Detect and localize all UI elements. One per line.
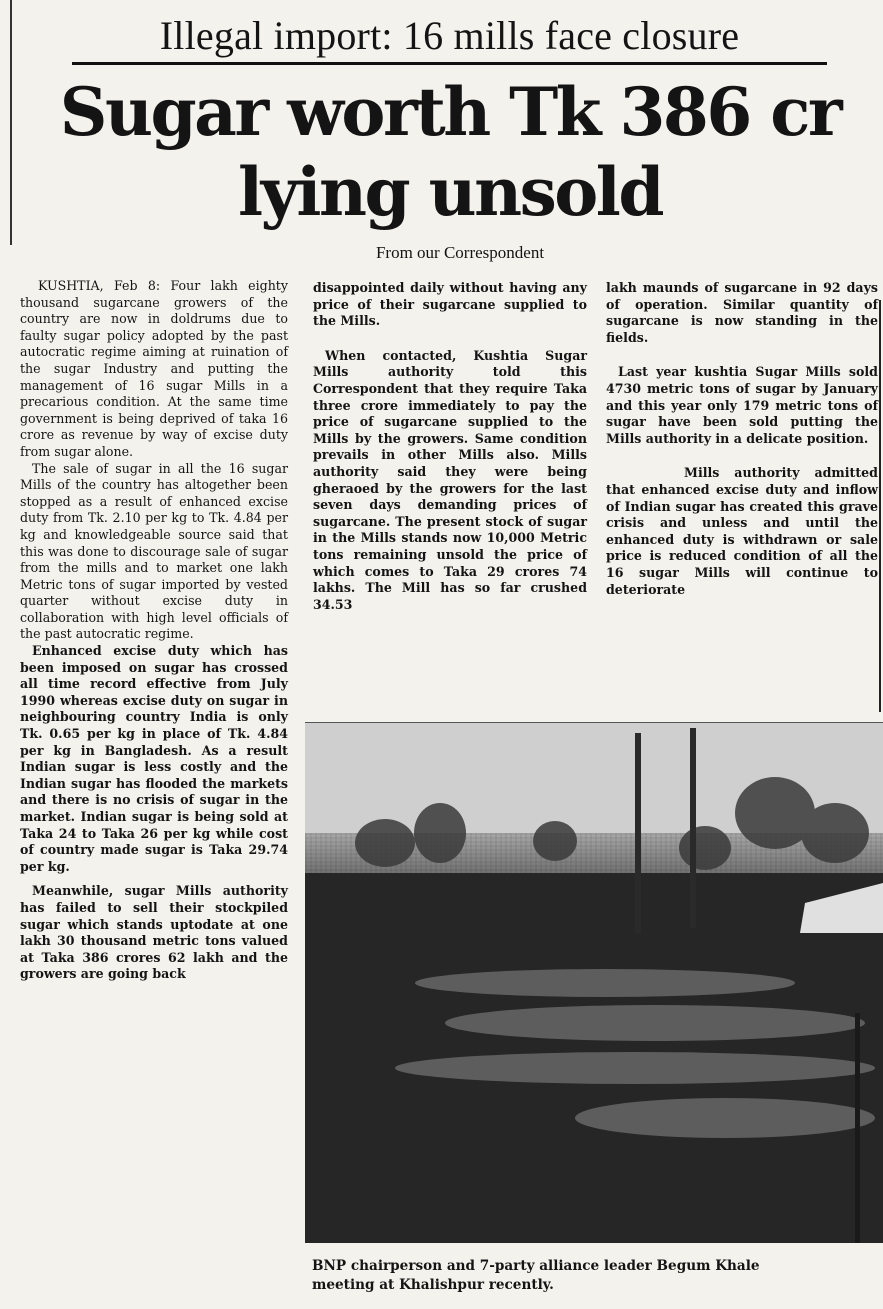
- article-paragraph: lakh maunds of sugarcane in 92 days of operation. Similar quantity of sugarcane is now standing in the fields.: [606, 280, 878, 345]
- caption-line-2: meeting at Khalishpur recently.: [312, 1277, 554, 1293]
- kicker-headline: Illegal import: 16 mills face closure: [159, 13, 740, 58]
- article-column-1: [20, 278, 288, 983]
- caption-line-1: BNP chairperson and 7-party alliance leader Begum Khale: [312, 1258, 760, 1274]
- crowd-photo-illustration: [305, 723, 883, 1243]
- article-column-3: [606, 280, 878, 598]
- main-headline: [20, 72, 880, 232]
- byline: From our Correspondent: [375, 243, 545, 262]
- article-paragraph: Last year kushtia Sugar Mills sold 4730 metric tons of sugar by January and this year only 179 metric tons of sugar have been sold putting the Mills authority in a delicate position.: [606, 364, 878, 446]
- article-paragraph: Enhanced excise duty which has been imposed on sugar has crossed all time record effective from July 1990 whereas excise duty on sugar in neighbouring country India is only Tk. 0.65 per kg in place of Tk. 4.84 per kg in Bangladesh. As a result Indian sugar is less costly and the Indian sugar has flooded the markets and there is no crisis of sugar in the market. Indian sugar is being sold at Taka 24 to Taka 26 per kg while cost of country made sugar is Taka 29.74 per kg.: [20, 643, 288, 874]
- article-paragraph: The sale of sugar in all the 16 sugar Mills of the country has altogether been stopped as a result of enhanced excise duty from Tk. 2.10 per kg to Tk. 4.84 per kg and knowledgeable source said that this was done to discourage sale of sugar from the mills and to market one lakh Metric tons of sugar imported by vested quarter without excise duty in collaboration with high level officials of the past autocratic regime.: [20, 460, 288, 642]
- article-paragraph: disappointed daily without having any price of their sugarcane supplied to the Mills.: [313, 280, 587, 329]
- article-paragraph: Mills authority admitted that enhanced excise duty and inflow of Indian sugar has created this grave crisis and unless and until the enhanced duty is withdrawn or sale price is reduced condition of all the 16 sugar Mills will continue to deteriorate: [606, 465, 878, 597]
- column-rule-left: [10, 0, 12, 245]
- headline-line-2: lying unsold: [238, 153, 662, 231]
- rally-photo: [305, 722, 883, 1243]
- photo-caption: [312, 1257, 883, 1295]
- kicker-underline: [72, 62, 827, 65]
- column-rule-right: [879, 300, 881, 712]
- article-paragraph: KUSHTIA, Feb 8: Four lakh eighty thousand sugarcane growers of the country are now in doldrums due to faulty sugar policy adopted by the past autocratic regime aiming at ruination of the sugar Industry and putting the management of 16 sugar Mills in a precarious condition. At the same time government is being deprived of taka 16 crore as revenue by way of excise duty from sugar alone.: [20, 278, 288, 459]
- headline-line-1: Sugar worth Tk 386 cr: [59, 73, 841, 151]
- article-paragraph: When contacted, Kushtia Sugar Mills authority told this Correspondent that they require Taka three crore immediately to pay the price of sugarcane supplied to the Mills by the growers. Same condition prevails in other Mills also. Mills authority said they were being gheraoed by the growers for the last seven days demanding prices of sugarcane. The present stock of sugar in the Mills stands now 10,000 Metric tons remaining unsold the price of which comes to Taka 29 crores 74 lakhs. The Mill has so far crushed 34.53: [313, 347, 587, 612]
- article-paragraph: Meanwhile, sugar Mills authority has failed to sell their stockpiled sugar which stands uptodate at one lakh 30 thousand metric tons valued at Taka 386 crores 62 lakh and the growers are going back: [20, 883, 288, 982]
- article-column-2: [313, 280, 587, 613]
